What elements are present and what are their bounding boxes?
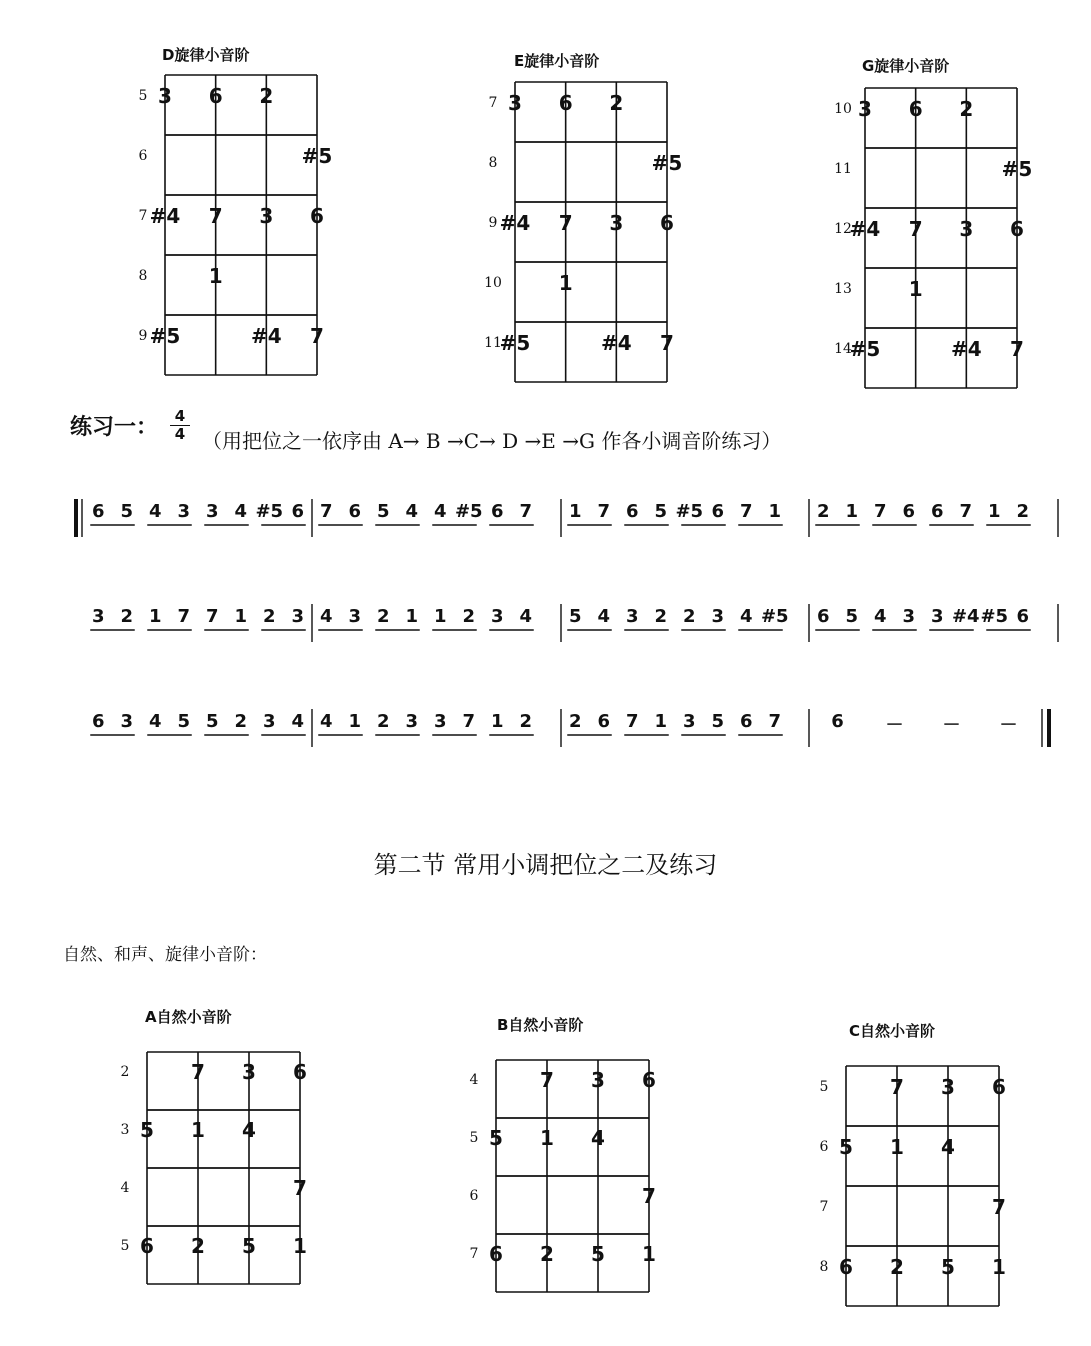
score-note: 6 xyxy=(739,711,753,732)
score-note: 5 xyxy=(376,501,390,522)
score-note: 7 xyxy=(768,711,782,732)
score-note: 3 xyxy=(262,711,276,732)
scale-note: 7 xyxy=(540,1068,554,1093)
fret-number: 8 xyxy=(819,1259,829,1275)
score-note: 3 xyxy=(711,606,725,627)
score-note: 6 xyxy=(831,711,844,732)
score-note: － xyxy=(942,715,961,736)
score-note: 1 xyxy=(234,606,248,627)
score-note: － xyxy=(999,715,1018,736)
score-note: 3 xyxy=(177,501,191,522)
scale-note: 4 xyxy=(242,1118,256,1143)
score-note: 2 xyxy=(234,711,248,732)
score-note: 2 xyxy=(1016,501,1030,522)
scale-note: 6 xyxy=(310,204,324,228)
scale-note: 1 xyxy=(293,1234,307,1259)
fret-number: 14 xyxy=(834,341,852,357)
score-note: 1 xyxy=(490,711,504,732)
fret-number: 7 xyxy=(469,1246,479,1263)
score-note: 2 xyxy=(682,606,696,627)
score-note: 3 xyxy=(120,711,134,732)
score-note: 6 xyxy=(490,501,504,522)
scale-note: 7 xyxy=(992,1195,1006,1219)
score-note: 4 xyxy=(291,711,305,732)
score-note: － xyxy=(885,715,904,736)
score-note: 1 xyxy=(148,606,162,627)
scale-note: #5 xyxy=(849,337,881,361)
score-note: 3 xyxy=(433,711,447,732)
fret-number: 12 xyxy=(834,221,852,237)
score-note: 4 xyxy=(597,606,611,627)
score-note: 7 xyxy=(597,501,611,522)
score-note: 6 xyxy=(91,501,105,522)
scale-note: 2 xyxy=(609,91,624,115)
score-note: 6 xyxy=(597,711,611,732)
scale-note: 6 xyxy=(558,91,573,115)
scale-note: 7 xyxy=(660,331,674,355)
barlines xyxy=(0,495,1091,545)
fretboard-grid xyxy=(137,1042,310,1294)
scale-note: 2 xyxy=(191,1234,205,1259)
score-note: #5 xyxy=(760,606,789,627)
scale-note: 6 xyxy=(489,1242,503,1267)
scale-note: #5 xyxy=(651,151,683,175)
score-note: #5 xyxy=(675,501,704,522)
score-note: 4 xyxy=(148,501,162,522)
scale-note: 2 xyxy=(959,97,974,121)
score-note: 3 xyxy=(205,501,219,522)
score-note: 5 xyxy=(177,711,191,732)
fret-number: 3 xyxy=(120,1122,130,1139)
scale-note: 7 xyxy=(558,211,573,235)
score-note: 4 xyxy=(148,711,162,732)
scale-note: 3 xyxy=(858,97,872,121)
scale-note: 2 xyxy=(540,1242,554,1267)
score-note: 5 xyxy=(845,606,859,627)
score-note: #5 xyxy=(980,606,1009,627)
score-note: 1 xyxy=(987,501,1001,522)
scale-note: 1 xyxy=(908,277,923,301)
scale-note: 6 xyxy=(992,1075,1006,1099)
score-note: 7 xyxy=(319,501,333,522)
score-note: 1 xyxy=(845,501,859,522)
scale-note: 5 xyxy=(591,1242,605,1267)
scale-note: #5 xyxy=(149,324,181,348)
fret-number: 11 xyxy=(484,335,502,351)
scale-note: #4 xyxy=(250,324,282,348)
scale-note: 6 xyxy=(839,1255,853,1279)
score-note: 6 xyxy=(711,501,725,522)
score-note: 5 xyxy=(711,711,725,732)
score-note: 6 xyxy=(91,711,105,732)
scale-note: 5 xyxy=(941,1255,955,1279)
score-note: 2 xyxy=(568,711,582,732)
diagram-title: D旋律小音阶 xyxy=(162,46,250,64)
scale-note: 1 xyxy=(992,1255,1006,1279)
score-note: 4 xyxy=(433,501,447,522)
scale-note: 6 xyxy=(642,1068,656,1093)
score-note: 3 xyxy=(625,606,639,627)
fret-number: 10 xyxy=(484,275,502,291)
scale-note: 1 xyxy=(208,264,223,288)
scale-note: 6 xyxy=(140,1234,154,1259)
time-signature-bottom: 4 xyxy=(170,425,190,443)
score-line-1 xyxy=(0,495,1091,545)
score-note: 3 xyxy=(682,711,696,732)
exercise-description: （用把位之一依序由 A→ B →C→ D →E →G 作各小调音阶练习） xyxy=(202,429,782,453)
score-note: 5 xyxy=(205,711,219,732)
fret-number: 9 xyxy=(488,215,498,231)
score-note: #5 xyxy=(454,501,483,522)
score-note: 3 xyxy=(291,606,305,627)
scale-note: 3 xyxy=(508,91,522,115)
score-note: #4 xyxy=(951,606,980,627)
score-note: 6 xyxy=(625,501,639,522)
scale-note: 1 xyxy=(558,271,573,295)
time-signature xyxy=(170,408,190,443)
fret-number: 13 xyxy=(834,281,852,297)
score-note: 7 xyxy=(177,606,191,627)
score-note: 2 xyxy=(262,606,276,627)
exercise-title: 练习一： xyxy=(70,414,159,440)
scale-note: #4 xyxy=(149,204,181,228)
scale-note: 3 xyxy=(941,1075,955,1099)
fret-number: 2 xyxy=(120,1064,130,1081)
scale-note: #4 xyxy=(499,211,531,235)
scale-note: #4 xyxy=(849,217,881,241)
fret-number: 4 xyxy=(120,1180,130,1197)
score-note: 1 xyxy=(433,606,447,627)
fret-number: 8 xyxy=(488,155,498,171)
score-note: 3 xyxy=(405,711,419,732)
scale-note: 3 xyxy=(259,204,274,228)
score-note: 4 xyxy=(519,606,533,627)
scale-note: 1 xyxy=(540,1126,554,1151)
score-note: 5 xyxy=(120,501,134,522)
scale-note: 7 xyxy=(908,217,923,241)
fretboard-grid xyxy=(505,72,677,392)
score-note: 6 xyxy=(902,501,916,522)
score-note: 6 xyxy=(291,501,305,522)
fret-number: 7 xyxy=(138,208,148,224)
scale-note: 3 xyxy=(591,1068,605,1093)
score-note: 7 xyxy=(959,501,973,522)
fret-number: 7 xyxy=(488,95,498,111)
scale-note: 2 xyxy=(259,84,274,108)
score-note: 3 xyxy=(490,606,504,627)
fret-number: 7 xyxy=(819,1199,829,1215)
score-note: 2 xyxy=(519,711,533,732)
score-note: 2 xyxy=(462,606,476,627)
scale-note: 7 xyxy=(890,1075,904,1099)
scale-note: 3 xyxy=(959,217,974,241)
scale-note: 5 xyxy=(242,1234,256,1259)
score-note: 1 xyxy=(348,711,362,732)
intro-text: 自然、和声、旋律小音阶： xyxy=(63,945,267,965)
scale-note: 6 xyxy=(293,1060,307,1085)
scale-note: 7 xyxy=(1010,337,1024,361)
fret-number: 6 xyxy=(469,1188,479,1205)
score-note: 1 xyxy=(654,711,668,732)
score-note: 2 xyxy=(120,606,134,627)
scale-note: 1 xyxy=(642,1242,656,1267)
scale-note: 6 xyxy=(660,211,674,235)
scale-note: 7 xyxy=(310,324,324,348)
scale-note: 1 xyxy=(890,1135,904,1159)
scale-note: #4 xyxy=(600,331,632,355)
scale-note: 6 xyxy=(1010,217,1024,241)
score-note: 4 xyxy=(319,711,333,732)
fret-number: 11 xyxy=(834,161,852,177)
barlines xyxy=(0,705,1091,755)
scale-note: 5 xyxy=(489,1126,503,1151)
score-note: 7 xyxy=(739,501,753,522)
scale-note: 6 xyxy=(908,97,923,121)
score-line-3 xyxy=(0,705,1091,755)
scale-note: 7 xyxy=(293,1176,307,1201)
score-note: 3 xyxy=(902,606,916,627)
score-note: 4 xyxy=(739,606,753,627)
score-note: 2 xyxy=(654,606,668,627)
score-note: 2 xyxy=(376,606,390,627)
scale-note: 7 xyxy=(191,1060,205,1085)
fret-number: 6 xyxy=(819,1139,829,1155)
score-note: 4 xyxy=(234,501,248,522)
score-note: 5 xyxy=(654,501,668,522)
time-signature-top: 4 xyxy=(174,407,186,425)
scale-note: #4 xyxy=(950,337,982,361)
scale-note: 1 xyxy=(191,1118,205,1143)
scale-note: 7 xyxy=(208,204,223,228)
diagram-title: G旋律小音阶 xyxy=(862,57,950,75)
fret-number: 5 xyxy=(469,1130,479,1147)
score-note: 1 xyxy=(568,501,582,522)
score-note: 7 xyxy=(625,711,639,732)
scale-note: #5 xyxy=(301,144,333,168)
score-note: 3 xyxy=(930,606,944,627)
fret-number: 5 xyxy=(120,1238,130,1255)
barlines xyxy=(0,600,1091,650)
score-note: 1 xyxy=(405,606,419,627)
score-note: 7 xyxy=(205,606,219,627)
fret-number: 6 xyxy=(138,148,148,164)
score-note: 3 xyxy=(348,606,362,627)
scale-note: 5 xyxy=(140,1118,154,1143)
score-note: 2 xyxy=(376,711,390,732)
score-note: 7 xyxy=(462,711,476,732)
score-note: 6 xyxy=(816,606,830,627)
scale-note: 2 xyxy=(890,1255,904,1279)
fretboard-grid xyxy=(155,65,327,385)
score-note: 7 xyxy=(873,501,887,522)
scale-note: 3 xyxy=(609,211,624,235)
scale-note: 4 xyxy=(941,1135,955,1159)
score-note: 6 xyxy=(348,501,362,522)
fret-number: 4 xyxy=(469,1072,479,1089)
scale-note: 3 xyxy=(158,84,172,108)
score-note: #5 xyxy=(255,501,284,522)
fret-number: 5 xyxy=(138,88,148,104)
scale-note: #5 xyxy=(1001,157,1033,181)
fret-number: 10 xyxy=(834,101,852,117)
fretboard-grid xyxy=(486,1050,659,1302)
scale-note: 6 xyxy=(208,84,223,108)
fretboard-grid xyxy=(836,1056,1009,1316)
fret-number: 5 xyxy=(819,1079,829,1095)
section-title: 第二节 常用小调把位之二及练习 xyxy=(373,851,718,879)
diagram-title: A自然小音阶 xyxy=(145,1008,232,1026)
fret-number: 8 xyxy=(138,268,148,284)
score-note: 2 xyxy=(816,501,830,522)
score-note: 3 xyxy=(91,606,105,627)
diagram-title: C自然小音阶 xyxy=(849,1022,936,1040)
score-note: 1 xyxy=(768,501,782,522)
score-note: 7 xyxy=(519,501,533,522)
scale-note: 3 xyxy=(242,1060,256,1085)
score-note: 6 xyxy=(1016,606,1030,627)
score-note: 6 xyxy=(930,501,944,522)
diagram-title: B自然小音阶 xyxy=(497,1016,584,1034)
scale-note: #5 xyxy=(499,331,531,355)
scale-note: 7 xyxy=(642,1184,656,1209)
fretboard-grid xyxy=(855,78,1027,398)
scale-note: 5 xyxy=(839,1135,853,1159)
score-note: 5 xyxy=(568,606,582,627)
scale-note: 4 xyxy=(591,1126,605,1151)
score-note: 4 xyxy=(873,606,887,627)
score-note: 4 xyxy=(319,606,333,627)
fret-number: 9 xyxy=(138,328,148,344)
score-line-2 xyxy=(0,600,1091,650)
diagram-title: E旋律小音阶 xyxy=(514,52,600,70)
score-note: 4 xyxy=(405,501,419,522)
